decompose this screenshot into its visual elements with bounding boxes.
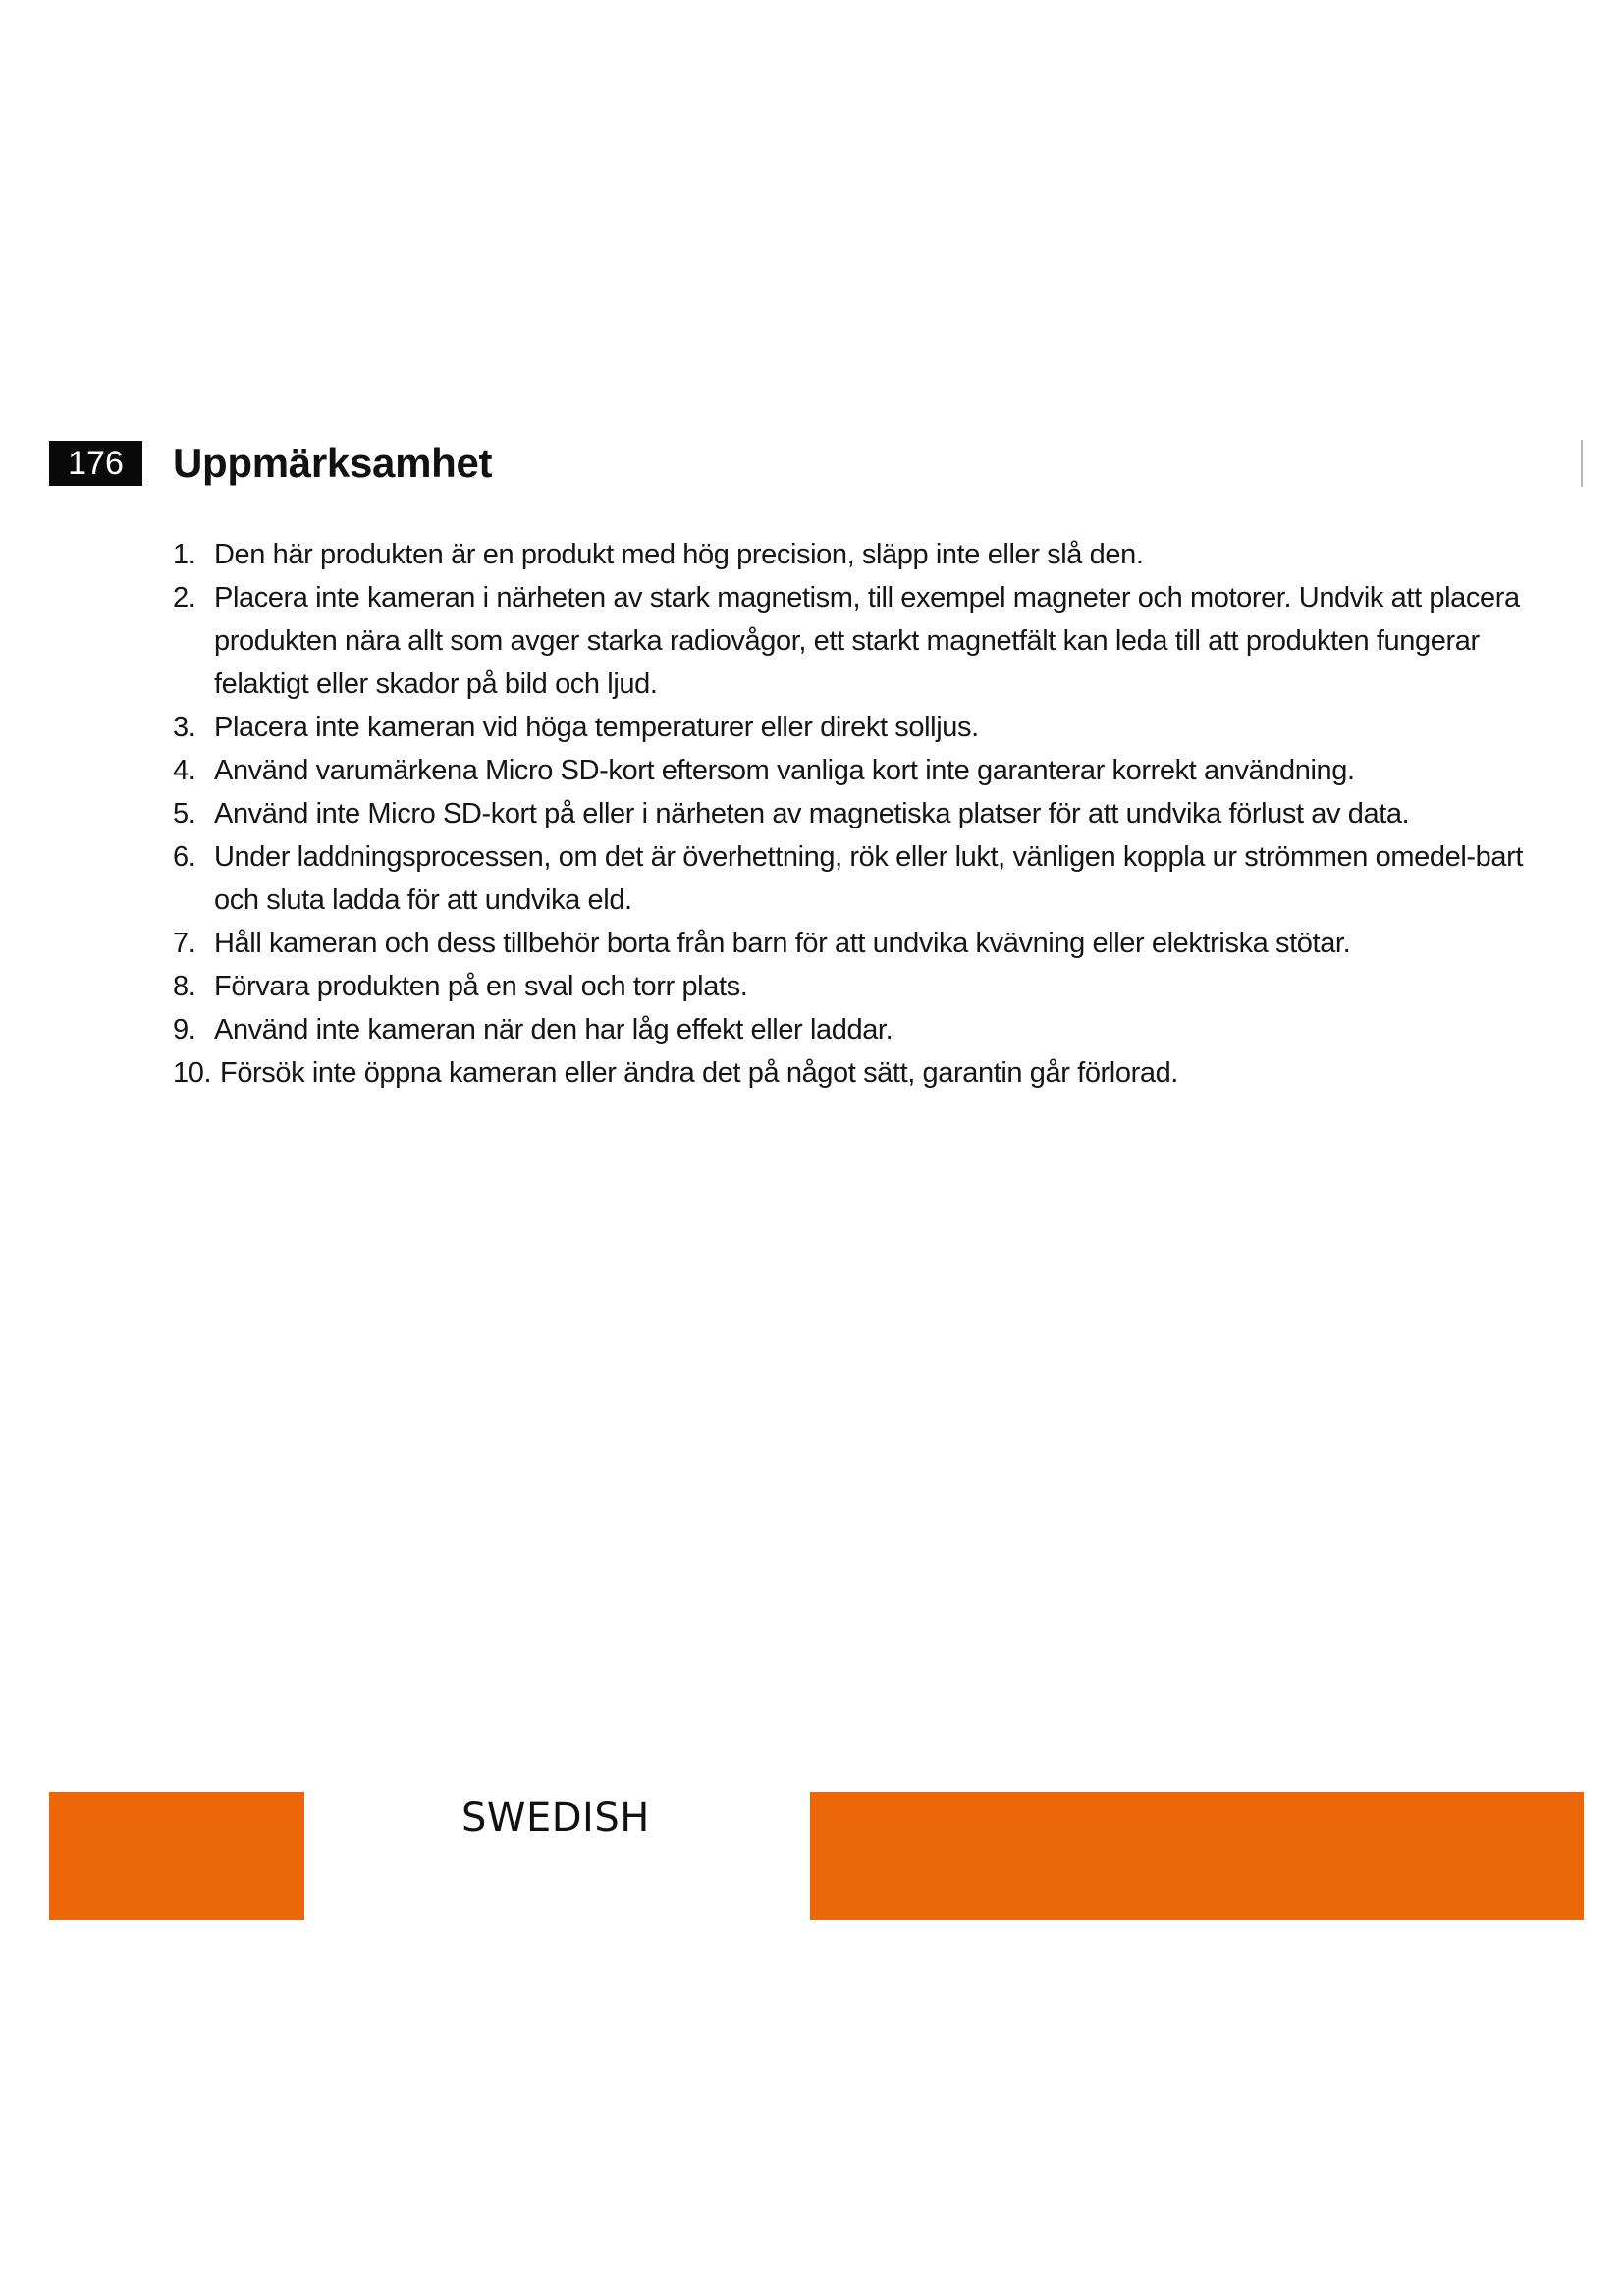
footer-accent-bar-left bbox=[49, 1792, 304, 1920]
list-item bbox=[173, 835, 1528, 922]
footer-language-label: SWEDISH bbox=[461, 1795, 650, 1841]
list-item bbox=[173, 922, 1528, 965]
list-item-text: Håll kameran och dess tillbehör borta från barn för att undvika kvävning eller elektriska stötar. bbox=[214, 928, 1351, 959]
list-item-number: 6. bbox=[173, 841, 196, 873]
list-item-number: 2. bbox=[173, 582, 196, 614]
list-item-number: 7. bbox=[173, 928, 196, 959]
footer-accent-bar-right bbox=[810, 1792, 1584, 1920]
list-item-number: 4. bbox=[173, 755, 196, 786]
list-item-number: 10. bbox=[173, 1057, 212, 1089]
list-item bbox=[173, 706, 1528, 749]
list-item-number: 1. bbox=[173, 539, 196, 570]
list-item-number: 5. bbox=[173, 798, 196, 829]
page-title: Uppmärksamhet bbox=[173, 440, 493, 486]
list-item-number: 9. bbox=[173, 1014, 196, 1045]
list-item-text: Placera inte kameran i närheten av stark magnetism, till exempel magneter och motorer. Undvik att placera produkten nära allt som avger starka radiovågor, ett starkt magnetfält kan leda till att produkten fungerar felaktigt eller skador på bild och ljud. bbox=[214, 582, 1520, 700]
list-item-text: Försök inte öppna kameran eller ändra det på något sätt, garantin går förlorad. bbox=[220, 1057, 1178, 1089]
list-item-number: 3. bbox=[173, 712, 196, 743]
list-item-text: Placera inte kameran vid höga temperaturer eller direkt solljus. bbox=[214, 712, 979, 743]
list-item bbox=[173, 1008, 1528, 1051]
list-item bbox=[173, 792, 1528, 835]
list-item-text: Den här produkten är en produkt med hög precision, släpp inte eller slå den. bbox=[214, 539, 1144, 570]
list-item-text: Förvara produkten på en sval och torr plats. bbox=[214, 971, 748, 1002]
list-item bbox=[173, 749, 1528, 792]
list-item bbox=[173, 1051, 1528, 1095]
list-item bbox=[173, 965, 1528, 1008]
list-item-text: Använd inte kameran när den har låg effekt eller laddar. bbox=[214, 1014, 893, 1045]
caution-list bbox=[173, 533, 1528, 1095]
list-item-text: Använd inte Micro SD-kort på eller i närheten av magnetiska platser för att undvika förlust av data. bbox=[214, 798, 1410, 829]
list-item-text: Använd varumärkena Micro SD-kort eftersom vanliga kort inte garanterar korrekt användning. bbox=[214, 755, 1355, 786]
list-item-number: 8. bbox=[173, 971, 196, 1002]
page-number: 176 bbox=[49, 441, 142, 486]
margin-rule bbox=[1581, 440, 1583, 487]
list-item bbox=[173, 576, 1528, 706]
list-item bbox=[173, 533, 1528, 576]
list-item-text: Under laddningsprocessen, om det är överhettning, rök eller lukt, vänligen koppla ur strömmen omedel-bart och sluta ladda för att undvika eld. bbox=[214, 841, 1523, 916]
